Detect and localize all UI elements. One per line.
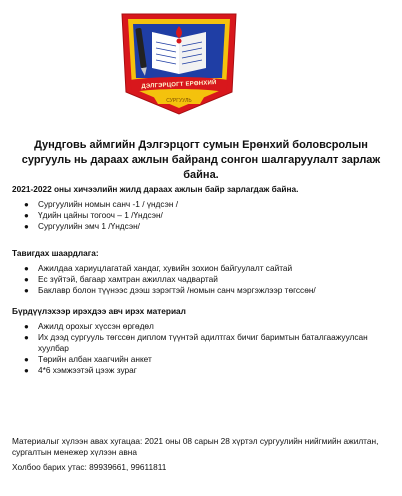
school-logo: [116, 6, 242, 118]
section-requirements: [12, 248, 394, 306]
list-item: [12, 285, 394, 296]
section-heading: Бүрдүүлэхээр ирэхдээ авч ирэх материал: [12, 306, 186, 316]
list-item-text: Төрийн албан хаагчийн анкет: [38, 354, 152, 364]
list-item-text: Ажилдаа хариуцлагатай хандаг, хувийн зохион байгуулалт сайтай: [38, 263, 293, 273]
list-item: [12, 332, 394, 354]
requirements-list: [12, 263, 394, 296]
deadline-text: Материалыг хүлээн авах хугацаа: 2021 оны 08 сарын 28 хүртэл сургуулийн нийгмийн ажилтан, сургалтын менежер хүлээн авна: [12, 436, 379, 457]
documents-list: [12, 321, 394, 376]
bullet-icon: ●: [24, 200, 29, 209]
bullet-icon: ●: [24, 366, 29, 375]
contact-phone: Холбоо барих утас: 89939661, 99611811: [12, 462, 167, 472]
list-item-text: Ес зүйтэй, багаар хамтран ажиллах чадвартай: [38, 274, 218, 284]
bullet-icon: ●: [24, 275, 29, 284]
list-item: [12, 263, 394, 274]
job-openings-list: [12, 199, 394, 232]
section-job-openings: [12, 184, 394, 248]
list-item: [12, 199, 394, 210]
list-item-text: Их дээд сургууль төгссөн диплом түүнтэй адилтгах бичиг баримтын баталгаажуулсан хуулбар: [38, 332, 368, 353]
bullet-icon: ●: [24, 355, 29, 364]
list-item-text: Сургуулийн номын санч -1 / үндсэн /: [38, 199, 179, 209]
list-item: [12, 321, 394, 332]
section-heading: 2021-2022 оны хичээлийн жилд дараах ажлын байр зарлагдаж байна.: [12, 184, 299, 194]
list-item: [12, 365, 394, 376]
announcement-footer: [12, 436, 392, 473]
list-item-text: Үдийн цайны тогооч – 1 /Үндсэн/: [38, 210, 163, 220]
bullet-icon: ●: [24, 333, 29, 342]
list-item: [12, 221, 394, 232]
bullet-icon: ●: [24, 286, 29, 295]
list-item: [12, 210, 394, 221]
bullet-icon: ●: [24, 264, 29, 273]
list-item: [12, 274, 394, 285]
announcement-body: [12, 184, 394, 426]
list-item-text: Сургуулийн эмч 1 /Үндсэн/: [38, 221, 140, 231]
list-item-text: Баклавр болон түүнээс дээш зэрэгтэй /номын санч мэргэжлээр төгссөн/: [38, 285, 316, 295]
bullet-icon: ●: [24, 322, 29, 331]
bullet-icon: ●: [24, 211, 29, 220]
logo-sub-text: СУРГУУЛЬ: [166, 98, 192, 104]
list-item-text: 4*6 хэмжээтэй цээж зураг: [38, 365, 137, 375]
announcement-title: Дундговь аймгийн Дэлгэрцогт сумын Ерөнхий боловсролын сургууль нь дараах ажлын байранд сонгон шалгаруулалт зарлаж байна.: [21, 139, 381, 181]
section-documents: [12, 306, 394, 426]
bullet-icon: ●: [24, 222, 29, 231]
list-item-text: Ажилд орохыг хүссэн өргөдөл: [38, 321, 154, 331]
list-item: [12, 354, 394, 365]
logo-band-text: ДЭЛГЭРЦОГТ ЕРӨНХИЙ: [141, 80, 217, 90]
section-heading: Тавигдах шаардлага:: [12, 248, 99, 258]
